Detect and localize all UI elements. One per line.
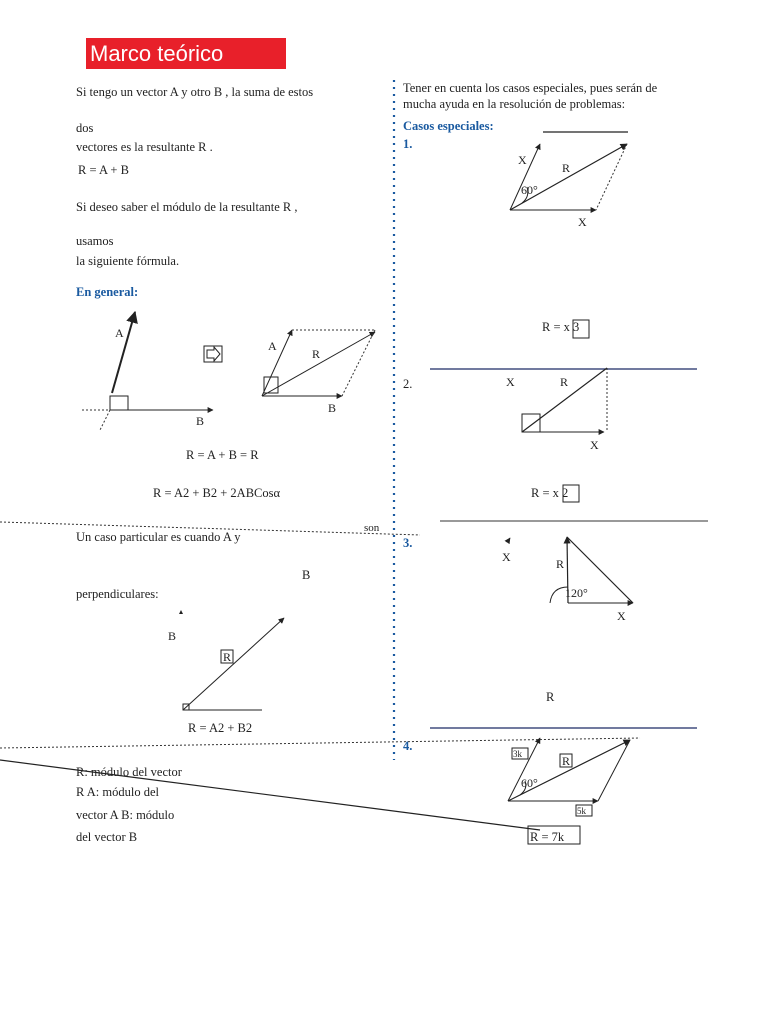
case4-vector-r [508,740,630,801]
case1-label-x: X [578,215,587,229]
case4-label-5k: 5k [577,806,586,816]
case2-label-x: X [590,438,599,452]
separator-solid-diagonal [0,760,540,830]
particular-case-text: Un caso particular es cuando A y [76,530,241,544]
case1-angle: 60° [521,183,538,197]
case2-result-box [563,485,579,502]
label-b-3: B [168,629,177,643]
formula-law-of-cosines: R = A2 + B2 + 2ABCosα [153,486,281,500]
right-intro-line-2: mucha ayuda en la resolución de problemas: [403,97,626,111]
case4-side [598,740,630,801]
case2-label-r: R [560,375,569,389]
case4-angle: 60° [521,776,538,790]
label-a-2: A [268,339,277,353]
son-text: son [364,522,380,534]
case-4-result: R = 7k [530,830,565,844]
intro-line-1: Si tengo un vector A y otro B , la suma de estos [76,85,314,99]
arrow-symbol [207,347,220,361]
page-title: Marco teórico [86,38,286,69]
case1-label-r: R [562,161,571,175]
case3-label-x: X [617,609,626,623]
separator-dashed-2 [0,738,640,748]
definition-line-4: del vector B [76,830,138,844]
case1-vector-r [510,144,627,210]
case4-label-3k: 3k [513,749,522,759]
label-a-1: A [115,326,124,340]
vector-a-general [112,312,135,393]
right-intro-line-1: Tener en cuenta los casos especiales, pues serán de [403,81,658,95]
case-3-result: R [546,690,555,704]
en-general-heading: En general: [76,285,139,299]
case1-result-box [573,320,589,338]
separator-dashed-1 [0,522,420,535]
case4-result-box [528,826,580,844]
intro-line-2: dos [76,121,94,135]
perpendiculares-text: perpendiculares: [76,587,159,601]
modulus-line-2: usamos [76,234,114,248]
parallelogram-right [342,330,375,396]
case3-label-r: R [556,557,565,571]
definition-line-3: vector A B: módulo [76,808,175,822]
case1-dashed [596,144,627,210]
case3-angle: 120° [565,586,588,600]
case-number-3: 3. [403,536,413,550]
case4-label-r: R [562,754,571,768]
label-r-3: R [223,650,232,664]
vector-r-perpendicular [183,618,284,710]
label-b-2: B [328,401,337,415]
case3-label-x-up: X [502,550,511,564]
case-number-4: 4. [403,739,413,753]
casos-especiales-heading: Casos especiales: [403,119,494,133]
dotted-diag [100,410,110,430]
case2-label-x-up: X [506,375,515,389]
case3-vector-x-up [508,538,510,541]
formula-magnitude: R = A + B = R [186,448,259,462]
vector-sum-equation: R = A + B [78,163,129,177]
b-arrow-tip [179,610,183,614]
formula-pythagoras: R = A2 + B2 [188,721,253,735]
definition-line-2: R A: módulo del [76,785,159,799]
case-number-2: 2. [403,377,413,391]
case-1-result: R = x 3 [542,320,580,334]
case1-label-x-up: X [518,153,527,167]
case-2-result: R = x 2 [531,486,569,500]
label-r-2: R [312,347,321,361]
label-b-1: B [196,414,205,428]
case-number-1: 1. [403,137,413,151]
intro-line-3: vectores es la resultante R . [76,140,213,154]
modulus-line-1: Si deseo saber el módulo de la resultante R , [76,200,298,214]
b-vector-label: B [302,568,311,582]
angle-box [110,396,128,410]
modulus-line-3: la siguiente fórmula. [76,254,180,268]
vector-a-parallelogram [262,330,292,396]
definition-line-1: R: módulo del vector [76,765,182,779]
